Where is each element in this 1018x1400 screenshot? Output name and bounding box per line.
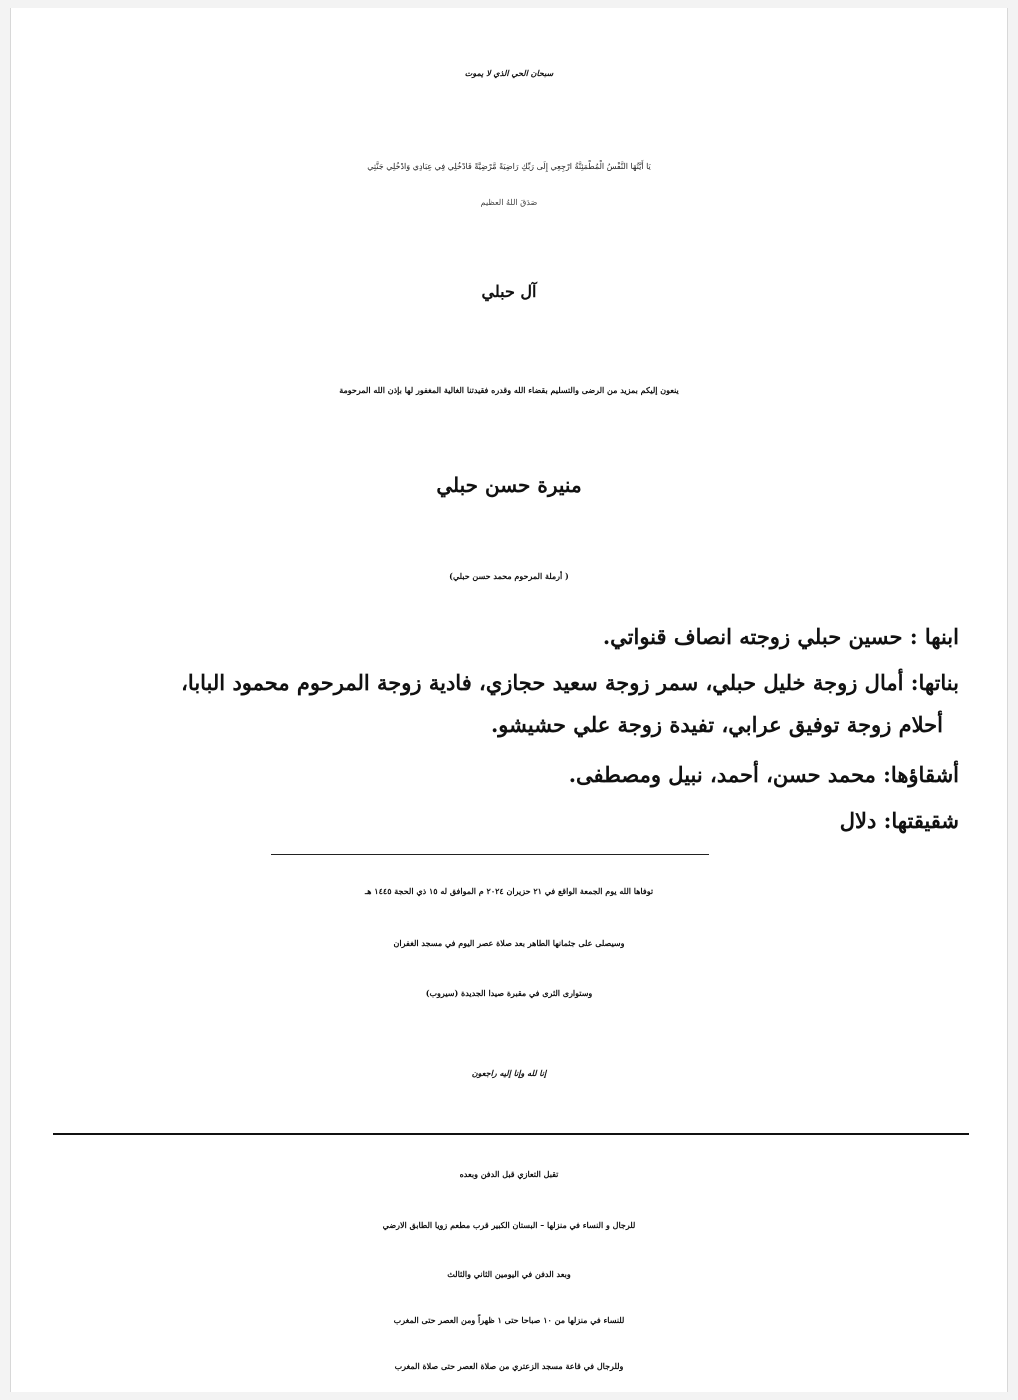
burial-line: وستوارى الثرى في مقبرة صيدا الجديدة (سيروب) [425,988,593,998]
relatives-daughters-line2: أحلام زوجة توفيق عرابي، تفيدة زوجة علي حشيشو. [491,712,943,737]
family-name: آل حبلي [481,282,537,301]
condolences-title: تقبل التعازي قبل الدفن وبعده [459,1169,559,1179]
condolences-line-3: وللرجال في قاعة مسجد الزعتري من صلاة العصر حتى صلاة المغرب [394,1361,624,1371]
relatives-daughters-line1: بناتها: أمال زوجة خليل حبلي، سمر زوجة سعيد حجازي، فادية زوجة المرحوم محمود البابا، [181,670,959,695]
obituary-sheet [10,8,1008,1392]
death-date-line: توفاها الله يوم الجمعة الواقع في ٢١ حزيران ٢٠٢٤ م الموافق له ١٥ ذي الحجة ١٤٤٥ هـ [364,886,654,896]
section-divider [271,854,709,855]
verse-closing: صَدَقَ اللهُ العظيم [480,198,538,207]
condolences-subtitle: وبعد الدفن في اليومين الثاني والثالث [447,1269,571,1279]
condolences-line-2: للنساء في منزلها من ١٠ صباحا حتى ١ ظهراً ومن العصر حتى المغرب [393,1315,625,1325]
closing-calligraphy: إنا لله وإنا إليه راجعون [471,1068,547,1078]
header-calligraphy: سبحان الحي الذي لا يموت [464,68,554,78]
deceased-name: منيرة حسن حبلي [436,473,582,497]
relatives-sister: شقيقتها: دلال [839,808,959,833]
prayer-line: وسيصلى على جثمانها الطاهر بعد صلاة عصر اليوم في مسجد الغفران [393,938,625,948]
condolences-divider [53,1133,969,1135]
relatives-brothers: أشقاؤها: محمد حسن، أحمد، نبيل ومصطفى. [568,762,959,787]
quran-verse: يَا أَيَّتُهَا النَّفْسُ الْمُطْمَئِنَّةُ ارْجِعِي إِلَى رَبِّكِ رَاضِيَةً مَّرْضِيَّةً فَادْخُلِي فِي عِبَادِي وَادْخُلِي جَنَّتِي [367,162,651,171]
condolences-line-1: للرجال و النساء في منزلها – البستان الكبير قرب مطعم زويا الطابق الارضي [382,1220,636,1230]
announcement-text: ينعون إليكم بمزيد من الرضى والتسليم بقضاء الله وقدره فقيدتنا الغالية المغفور لها بإذن الله المرحومة [339,385,679,395]
widow-of-text: ( أرملة المرحوم محمد حسن حبلي) [449,571,569,581]
relatives-son: ابنها : حسين حبلي زوجته انصاف قنواتي. [602,624,959,649]
